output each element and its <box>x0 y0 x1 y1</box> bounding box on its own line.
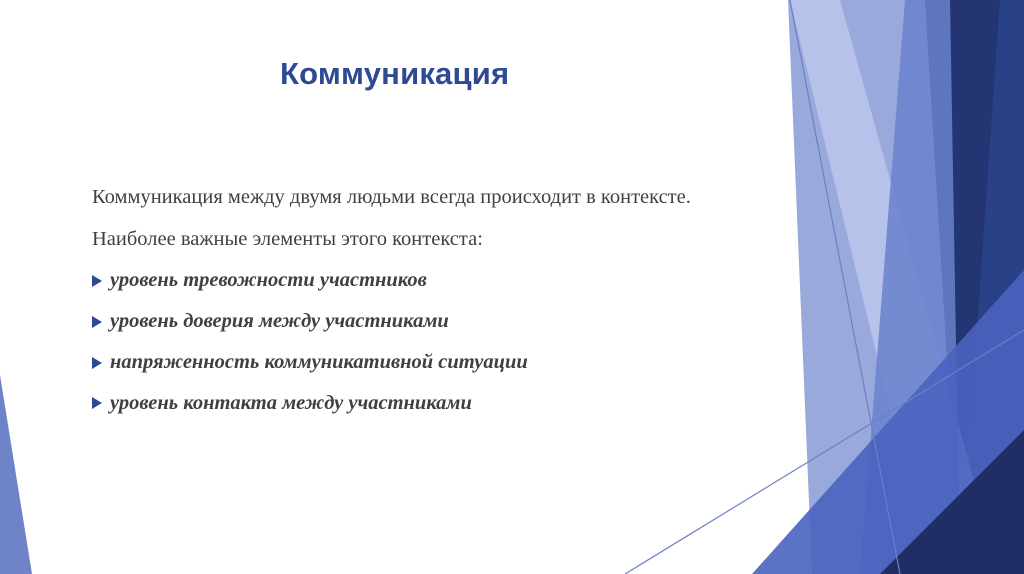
triangle-right-icon <box>92 316 102 328</box>
paragraph-elements: Наиболее важные элементы этого контекста: <box>92 227 483 250</box>
triangle-right-icon <box>92 397 102 409</box>
bullet-list <box>92 266 776 418</box>
bullet-item <box>92 307 776 337</box>
bullet-item <box>92 348 776 378</box>
left-accent-strip <box>0 375 32 574</box>
paragraph-context: Коммуникация между двумя людьми всегда происходит в контексте. <box>92 186 691 208</box>
bullet-item <box>92 389 776 419</box>
triangle-right-icon <box>92 357 102 369</box>
slide-body <box>92 183 776 429</box>
bullet-text: уровень доверия между участниками <box>110 310 449 333</box>
bullet-text: уровень контакта между участниками <box>110 391 472 414</box>
bullet-text: напряженность коммуникативной ситуации <box>110 350 528 373</box>
triangle-right-icon <box>92 275 102 287</box>
bullet-item <box>92 266 776 296</box>
slide-title: Коммуникация <box>280 56 510 91</box>
bullet-text: уровень тревожности участников <box>110 269 427 292</box>
